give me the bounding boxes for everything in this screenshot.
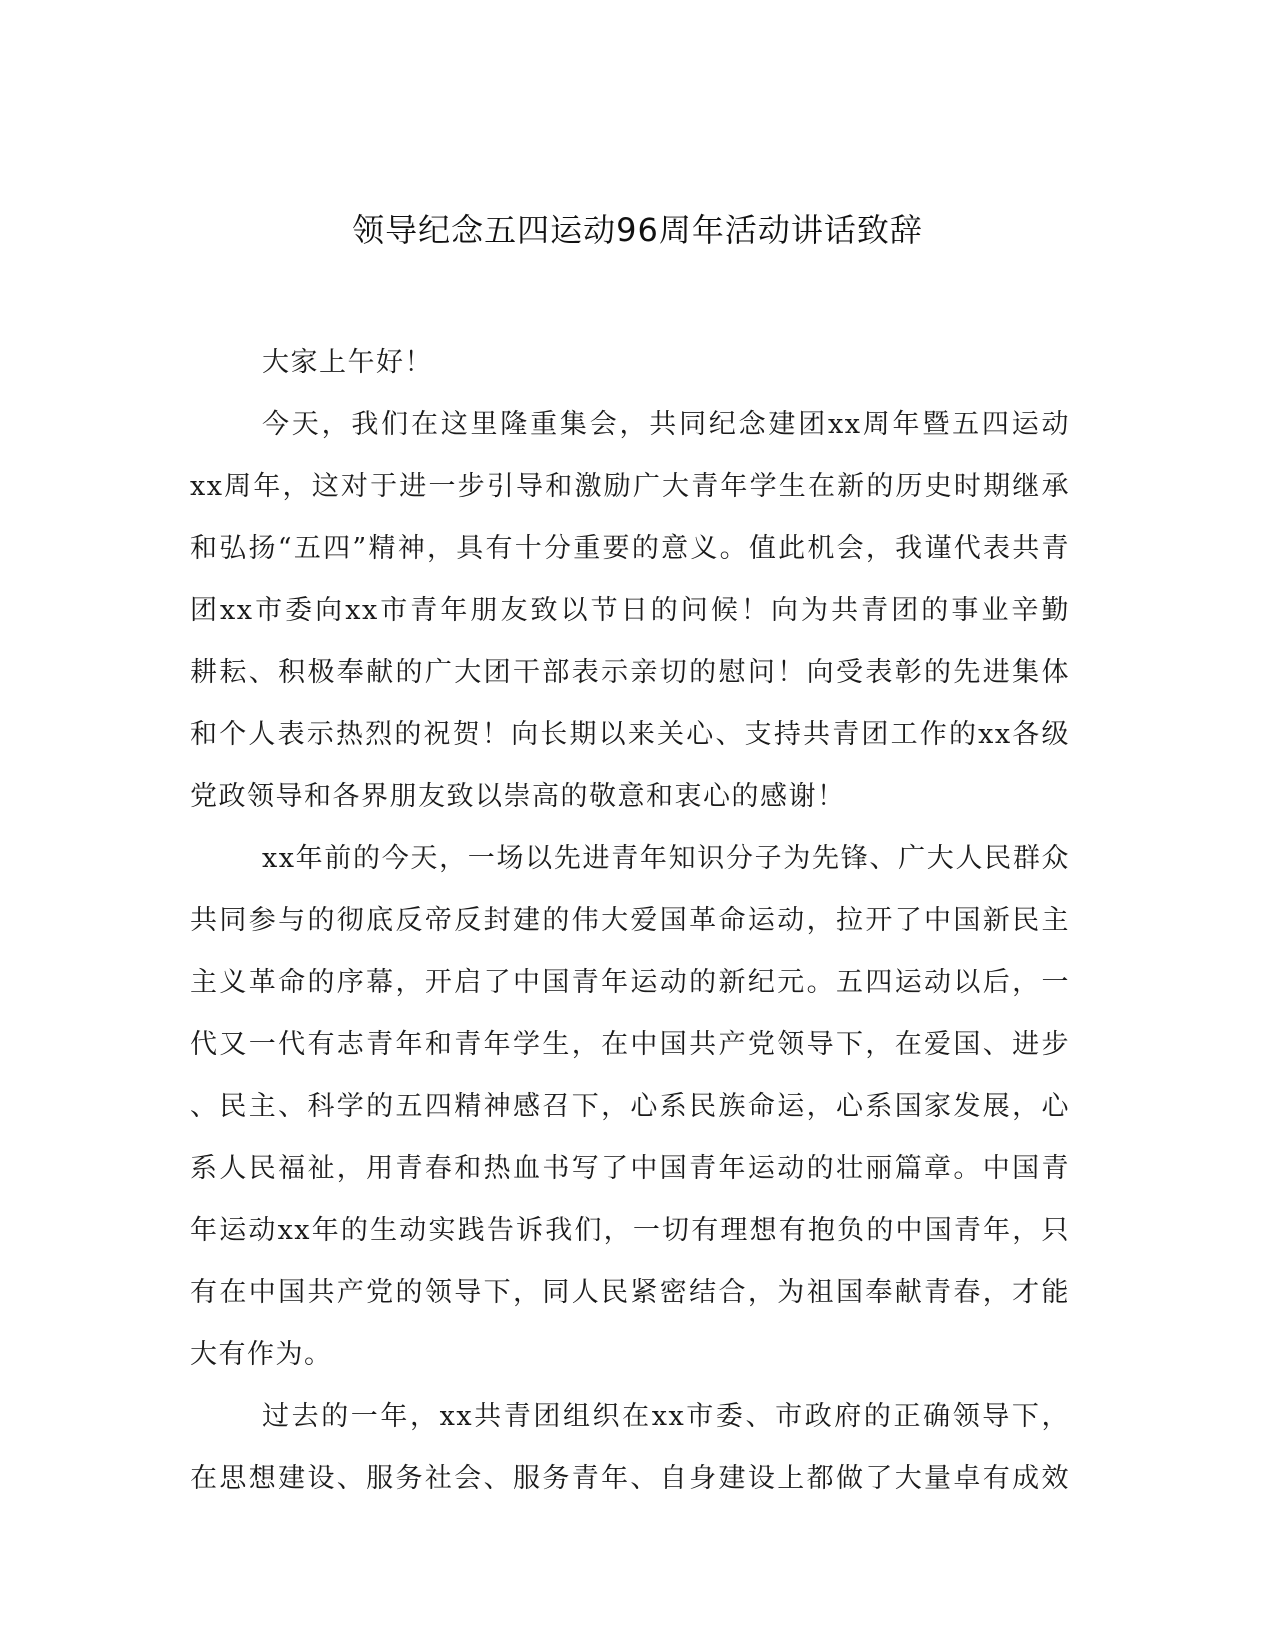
paragraph-line: 主义革命的序幕，开启了中国青年运动的新纪元。五四运动以后，一 (190, 967, 1070, 998)
paragraph-line: 团xx市委向xx市青年朋友致以节日的问候！向为共青团的事业辛勤 (190, 595, 1070, 626)
paragraph-line: 党政领导和各界朋友致以崇高的敬意和衷心的感谢！ (190, 781, 846, 812)
paragraph-line: 在思想建设、服务社会、服务青年、自身建设上都做了大量卓有成效 (190, 1463, 1070, 1494)
paragraph-line: xx周年，这对于进一步引导和激励广大青年学生在新的历史时期继承 (190, 471, 1070, 502)
paragraph-line: 有在中国共产党的领导下，同人民紧密结合，为祖国奉献青春，才能 (190, 1277, 1070, 1308)
paragraph-line: 大有作为。 (190, 1339, 333, 1370)
paragraph-line: xx年前的今天，一场以先进青年知识分子为先锋、广大人民群众 (262, 843, 1070, 874)
paragraph-line: 和弘扬“五四”精神，具有十分重要的意义。值此机会，我谨代表共青 (190, 533, 1070, 564)
document-body (190, 332, 1070, 1510)
paragraph-line: 代又一代有志青年和青年学生，在中国共产党领导下，在爱国、进步 (190, 1029, 1070, 1060)
paragraph-line: 和个人表示热烈的祝贺！向长期以来关心、支持共青团工作的xx各级 (190, 719, 1070, 750)
paragraph-line: 系人民福祉，用青春和热血书写了中国青年运动的壮丽篇章。中国青 (190, 1153, 1070, 1184)
paragraph-line: 共同参与的彻底反帝反封建的伟大爱国革命运动，拉开了中国新民主 (190, 905, 1070, 936)
paragraph-line: 、民主、科学的五四精神感召下，心系民族命运，心系国家发展，心 (190, 1091, 1070, 1122)
paragraph-line: 过去的一年，xx共青团组织在xx市委、市政府的正确领导下， (262, 1401, 1070, 1432)
paragraph-line: 今天，我们在这里隆重集会，共同纪念建团xx周年暨五四运动 (262, 409, 1070, 440)
paragraph-line: 耕耘、积极奉献的广大团干部表示亲切的慰问！向受表彰的先进集体 (190, 657, 1070, 688)
document-title: 领导纪念五四运动96周年活动讲话致辞 (352, 211, 923, 249)
paragraph-line: 大家上午好！ (262, 347, 433, 378)
paragraph-line: 年运动xx年的生动实践告诉我们，一切有理想有抱负的中国青年，只 (190, 1215, 1070, 1246)
